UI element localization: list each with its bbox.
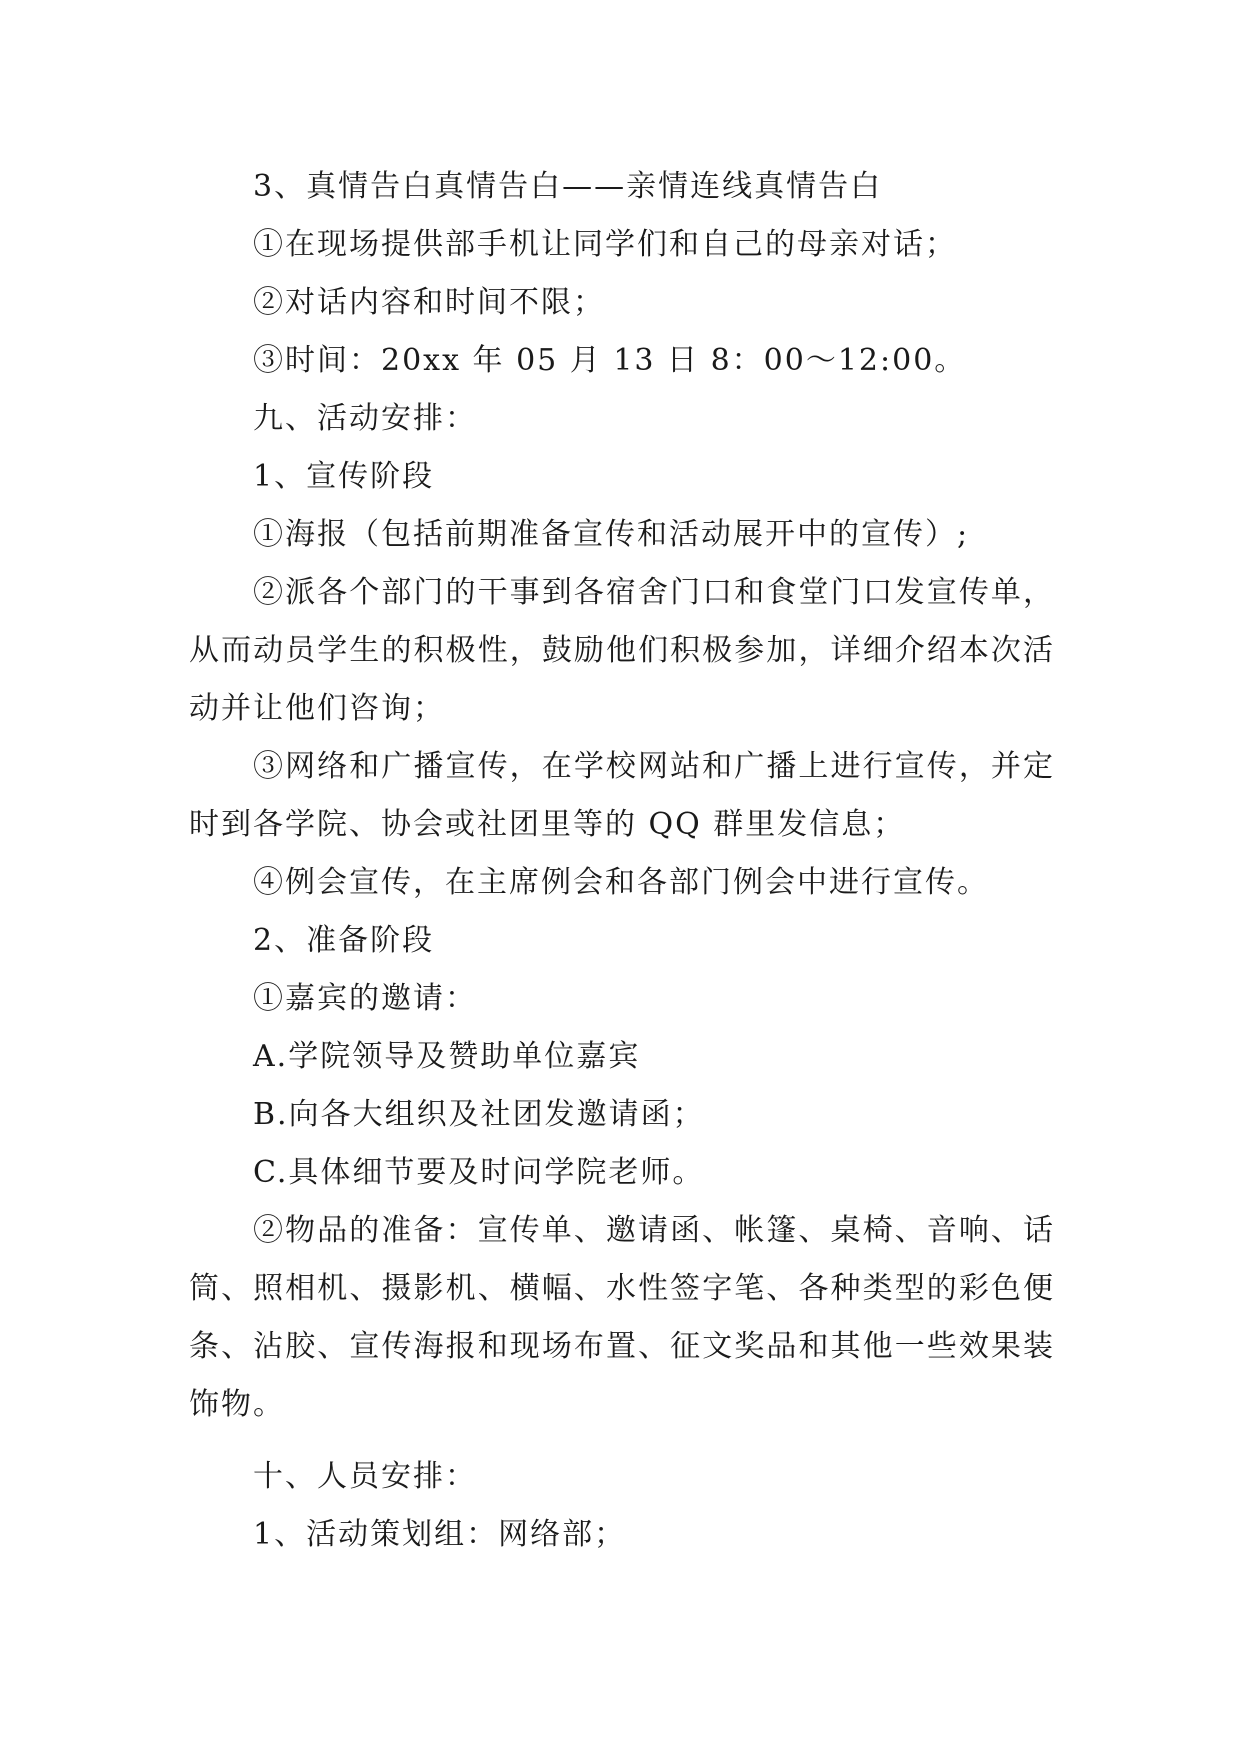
subheading-preparation-stage: 2、准备阶段: [253, 923, 435, 958]
paragraph-item-phone-call: ①在现场提供部手机让同学们和自己的母亲对话；: [253, 227, 957, 262]
section-heading-staffing: 十、人员安排：: [253, 1459, 477, 1494]
paragraph-item-flyers: ②派各个部门的干事到各宿舍门口和食堂门口发宣传单，从而动员学生的积极性，鼓励他们积极参加，详细介绍本次活动并让他们咨询；: [189, 575, 1055, 726]
paragraph-item-guest-a: A.学院领导及赞助单位嘉宾: [253, 1039, 641, 1074]
paragraph-item-meeting-publicity: ④例会宣传，在主席例会和各部门例会中进行宣传。: [253, 865, 989, 900]
paragraph-item-time: ③时间：20xx 年 05 月 13 日 8：00～12:00。: [253, 343, 967, 378]
document-body: [189, 158, 1055, 1564]
paragraph-item-planning-group: 1、活动策划组：网络部；: [253, 1517, 627, 1552]
paragraph-item-unlimited: ②对话内容和时间不限；: [253, 285, 605, 320]
paragraph-item-network-broadcast: ③网络和广播宣传，在学校网站和广播上进行宣传，并定时到各学院、协会或社团里等的 QQ 群里发信息；: [189, 749, 1055, 842]
section-heading-activity-arrangement: 九、活动安排：: [253, 401, 477, 436]
paragraph-item-guest-invitation: ①嘉宾的邀请：: [253, 981, 477, 1016]
paragraph-item-poster: ①海报（包括前期准备宣传和活动展开中的宣传）;: [253, 517, 970, 552]
paragraph-heading-true-confession: 3、真情告白真情告白——亲情连线真情告白: [253, 169, 883, 204]
paragraph-item-materials: ②物品的准备：宣传单、邀请函、帐篷、桌椅、音响、话筒、照相机、摄影机、横幅、水性签字笔、各种类型的彩色便条、沾胶、宣传海报和现场布置、征文奖品和其他一些效果装饰物。: [189, 1213, 1055, 1422]
paragraph-item-guest-c: C.具体细节要及时问学院老师。: [253, 1155, 705, 1190]
paragraph-item-guest-b: B.向各大组织及社团发邀请函；: [253, 1097, 705, 1132]
subheading-publicity-stage: 1、宣传阶段: [253, 459, 435, 494]
